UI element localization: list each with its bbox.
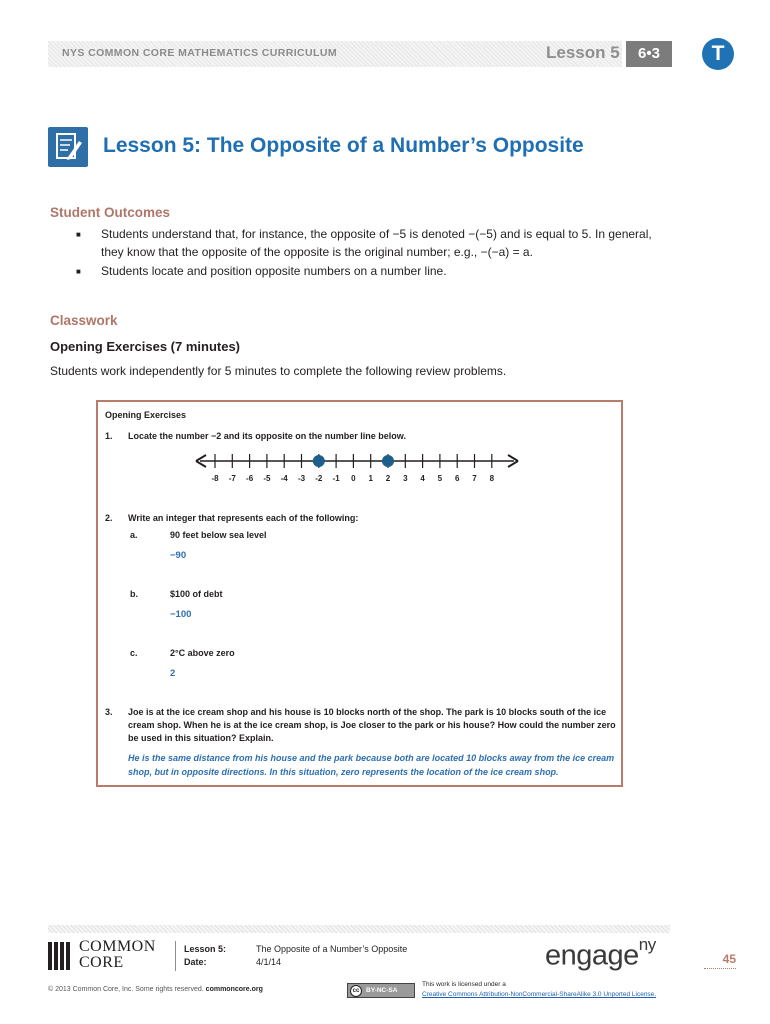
license-line-1: This work is licensed under a [422,981,506,988]
copyright [48,986,263,993]
tick-label: 1 [368,474,373,483]
engage-wordmark: engage [545,939,639,972]
common-core-logo-line2: CORE [79,954,124,971]
teacher-badge: T [702,38,734,70]
q2b-text: $100 of debt [170,589,223,599]
copyright-text: © 2013 Common Core, Inc. Some rights reserved. [48,986,206,993]
license-link[interactable]: Creative Commons Attribution-NonCommercial-ShareAlike 3.0 Unported License. [422,991,657,998]
q3-answer-line-2: shop, but in opposite directions. In this situation, zero represents the location of the ice cream shop. [128,767,559,777]
q2b-answer: −100 [170,609,192,620]
tick-label: 4 [420,474,425,483]
q3-answer-line-1: He is the same distance from his house and the park because both are located 10 blocks away from the ice cream [128,753,615,763]
common-core-logo-icon [48,942,74,970]
tick-label: 5 [437,474,443,483]
cc-license-badge[interactable] [347,983,415,998]
q2-text: Write an integer that represents each of the following: [128,513,359,523]
q2a-letter: a. [130,530,138,540]
q2c-answer: 2 [170,668,176,679]
q3-number: 3. [105,707,113,717]
classwork-heading: Classwork [50,313,118,328]
tick-label: -5 [263,474,271,483]
bullet-icon: ■ [76,267,81,276]
outcome-2: Students locate and position opposite numbers on a number line. [101,264,447,278]
outcome-1-line-1: Students understand that, for instance, the opposite of −5 is denoted −(−5) and is equal to 5. In general, [101,227,652,241]
plotted-point [382,455,394,467]
tick-label: 7 [472,474,477,483]
grade-module-badge: 6•3 [626,41,672,67]
cc-icon: cc [350,985,362,997]
header-lesson: Lesson 5 [546,43,620,62]
plotted-point [313,455,325,467]
outcome-1-line-2: they know that the opposite of the opposite is the original number; e.g., −(−a) = a. [101,245,533,259]
footer-divider [175,941,176,971]
footer-lesson-title: The Opposite of a Number’s Opposite [256,944,408,954]
opening-exercises-heading: Opening Exercises (7 minutes) [50,339,241,354]
q1-number: 1. [105,431,113,441]
cc-badge-label: BY-NC-SA [366,987,398,994]
tick-label: -2 [315,474,323,483]
tick-label: -1 [332,474,340,483]
tick-label: 3 [403,474,408,483]
q3-line-3: be used in this situation? Explain. [128,733,274,743]
common-core-logo-line1: COMMON [79,938,156,955]
curriculum-label: NYS COMMON CORE MATHEMATICS CURRICULUM [62,47,337,59]
footer-date: 4/1/14 [256,957,282,967]
q2a-text: 90 feet below sea level [170,530,267,540]
page-number-rule [704,968,736,969]
footer-date-label: Date: [184,957,207,967]
exercises-title: Opening Exercises [105,410,187,420]
tick-label: -4 [280,474,288,483]
tick-label: -7 [228,474,236,483]
footer-lesson-label: Lesson 5: [184,944,227,954]
commoncore-link[interactable]: commoncore.org [205,986,263,993]
classwork-intro: Students work independently for 5 minutes to complete the following review problems. [50,364,507,378]
q3-line-2: cream shop. When he is at the ice cream shop, is Joe closer to the park or his house? How could the number zero [128,720,616,730]
q3-line-1: Joe is at the ice cream shop and his house is 10 blocks north of the shop. The park is 10 blocks south of the ice [128,707,607,717]
q2c-letter: c. [130,648,138,658]
number-line [190,445,530,489]
tick-label: 0 [351,474,356,483]
lesson-notepad-icon [48,127,88,167]
lesson-title: Lesson 5: The Opposite of a Number’s Opposite [103,134,584,157]
ny-wordmark: ny [638,935,656,954]
q2b-letter: b. [130,589,138,599]
q1-text: Locate the number −2 and its opposite on the number line below. [128,431,406,441]
student-outcomes-heading: Student Outcomes [50,205,171,220]
tick-label: 8 [489,474,495,483]
tick-label: -8 [211,474,219,483]
page-number: 45 [722,952,736,966]
tick-label: -3 [297,474,306,483]
tick-label: 6 [454,474,460,483]
q2c-text: 2°C above zero [170,648,235,658]
q2a-answer: −90 [170,550,187,561]
tick-label: -6 [246,474,254,483]
engage-ny-logo [545,935,656,973]
footer-band [48,925,670,933]
bullet-icon: ■ [76,230,81,239]
q2-number: 2. [105,513,113,523]
tick-label: 2 [385,474,391,483]
